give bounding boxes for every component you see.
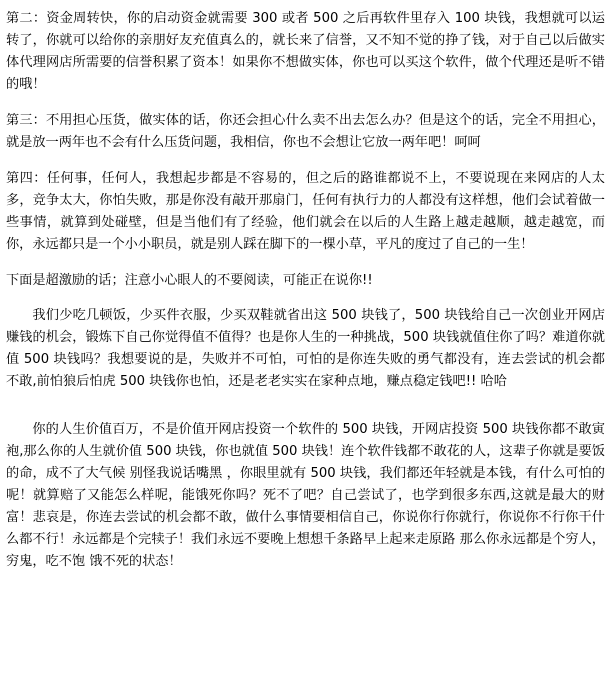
motivation-paragraph-1: 我们少吃几顿饭，少买件衣服，少买双鞋就省出这 500 块钱了，500 块钱给自己一次创业开网店赚钱的机会，锻炼下自己你觉得值不值得？也是你人生的一种挑战，500 块钱就值住你了吗？难道你就值 500 块钱吗？我想要说的是，失败并不可怕，可怕的是你连失败的勇气都没有，连去尝试的机会都不敢,前怕狼后怕虎 500 块钱你也怕，还是老老实实在家种点地，赚点稳定钱吧!! 哈哈 <box>6 308 605 389</box>
motivation-heading: 下面是超激励的话；注意小心眼人的不要阅读，可能正在说你!! <box>6 273 373 288</box>
motivation-paragraph-2: 你的人生价值百万，不是价值开网店投资一个软件的 500 块钱，开网店投资 500 块钱你都不敢寅袍,那么你的人生就价值 500 块钱，你也就值 500 块钱！连个软件钱都不敢花的人，这辈子你就是要饭的命，成不了大气候 别怪我说话嘴黑 ，你眼里就有 500 块钱，我们都还年轻就是本钱，有什么可怕的呢！就算赔了又能怎么样呢，能饿死你吗？死不了吧？自己尝试了，也学到很多东西,这就是最大的财富！悲哀是，你连去尝试的机会都不敢，做什么事情要相信自己，你说你行你就行，你说你不行你干什么都不行！永远都是个完犊子！我们永远不要晚上想想千条路早上起来走原路 那么你永远都是个穷人，穷鬼，吃不饱 饿不死的状态！ <box>6 422 605 569</box>
paragraph-2: 第二：资金周转快，你的启动资金就需要 300 或者 500 之后再软件里存入 100 块钱，我想就可以运转了，你就可以给你的亲朋好友充值真么的，就长来了信誉，又不知不觉的挣了钱，对于自己以后做实体代理网店所需要的信誉积累了资本！如果你不想做实体，你也可以买这个软件，做个代理还是听不错的哦！ <box>6 11 605 92</box>
paragraph-3: 第三：不用担心压货，做实体的话，你还会担心什么卖不出去怎么办？但是这个的话，完全不用担心，就是放一两年也不会有什么压货问题，我相信，你也不会想让它放一两年吧！呵呵 <box>6 113 605 150</box>
paragraph-4: 第四：任何事，任何人，我想起步都是不容易的，但之后的路谁都说不上，不要说现在来网店的人太多，竞争太大，你怕失败，那是你没有敲开那扇门，任何有执行力的人都没有这样想，他们会试着做一些事情，就算到处碰壁，但是当他们有了经验，他们就会在以后的人生路上越走越顺，越走越宽，而你，永远都只是一个小小职员，就是别人踩在脚下的一棵小草，平凡的度过了自己的一生！ <box>6 171 605 252</box>
